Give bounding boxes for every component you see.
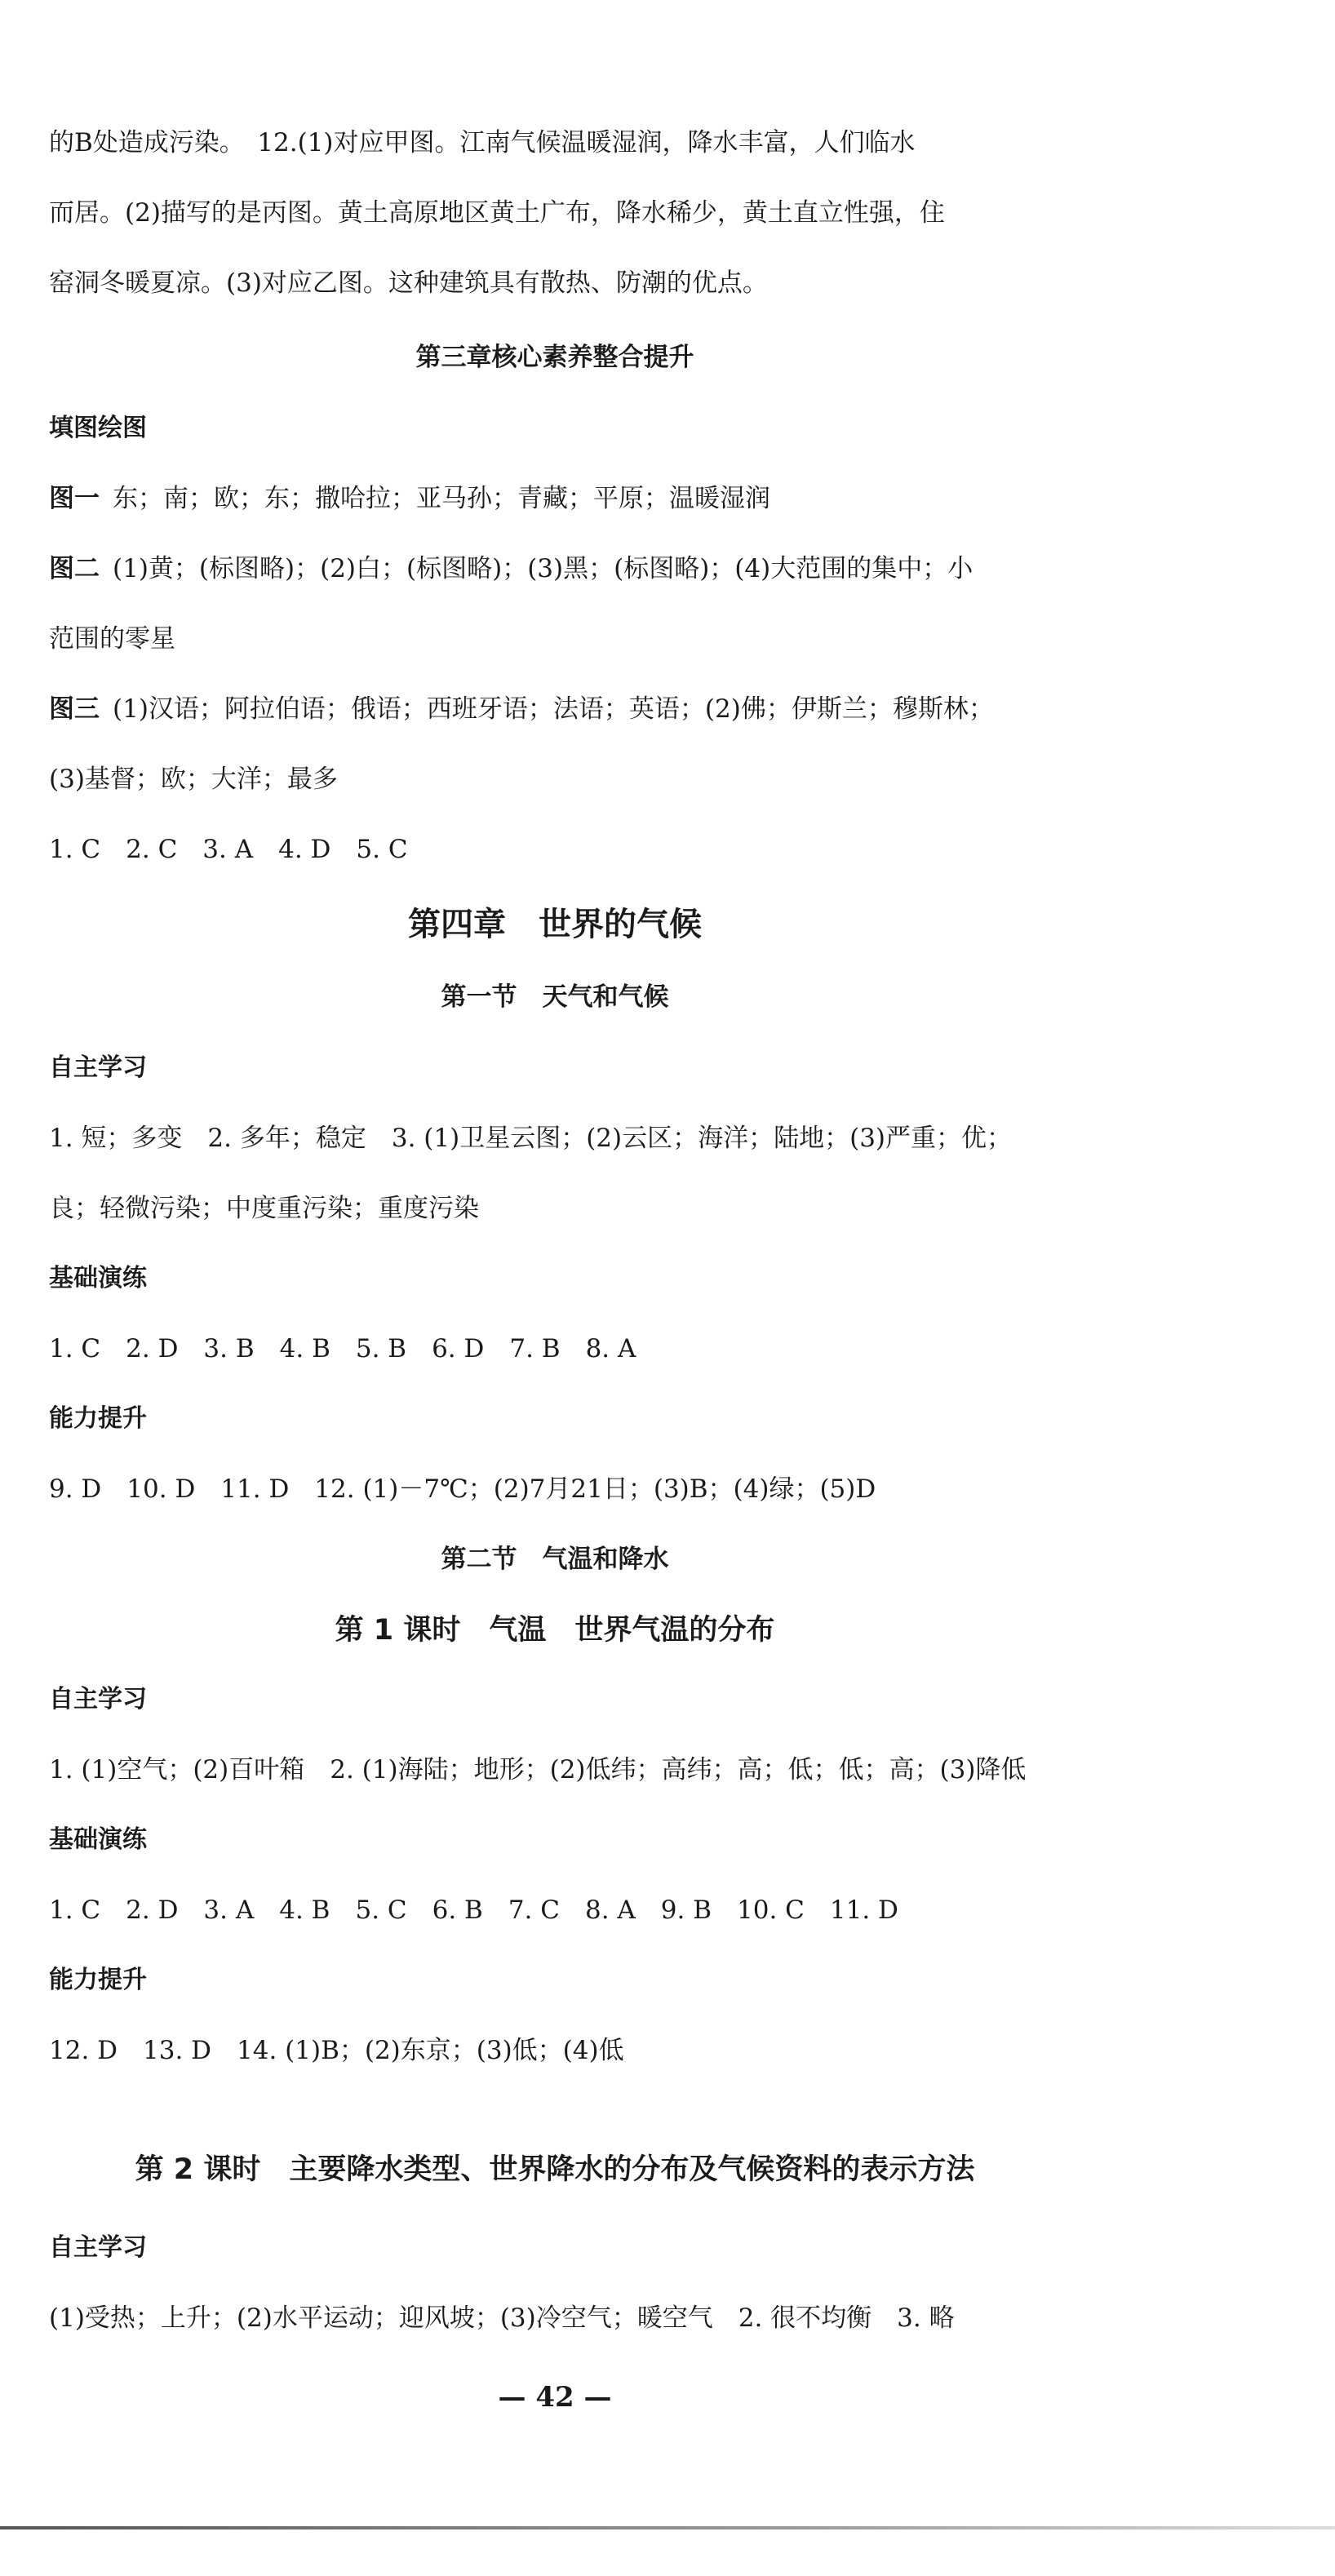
page-number: — 42 — [498,2381,612,2414]
figure-answer [49,693,994,725]
figure-answer-text: (1)黄；(标图略)；(2)白；(标图略)；(3)黑；(标图略)；(4)大范围的集中；小 [113,554,974,583]
answer-line: 1. 短；多变 2. 多年；稳定 3. (1)卫星云图；(2)云区；海洋；陆地；(3)严重；优； [49,1124,1013,1153]
figure-label: 图三 [49,694,100,724]
answer-line: 1. C 2. D 3. A 4. B 5. C 6. B 7. C 8. A 9. B 10. C 11. D [49,1895,898,1925]
subheading: 能力提升 [49,1404,147,1433]
answer-page [49,0,1061,2576]
subheading: 自主学习 [49,1685,147,1714]
lesson-title: 第 1 课时 气温 世界气温的分布 [335,1614,775,1647]
bottom-rule [0,2526,1335,2529]
subheading: 自主学习 [49,2233,147,2262]
figure-answer-text: (1)汉语；阿拉伯语；俄语；西班牙语；法语；英语；(2)佛；伊斯兰；穆斯林； [113,694,994,724]
section-title: 第三章核心素养整合提升 [415,343,694,372]
answer-line: 1. (1)空气；(2)百叶箱 2. (1)海陆；地形；(2)低纬；高纬；高；低；低；高；(3)降低 [49,1755,1027,1785]
text-line: 良；轻微污染；中度重污染；重度污染 [49,1194,479,1223]
chapter-title: 第四章 世界的气候 [408,906,702,943]
answer-line: 1. C 2. C 3. A 4. D 5. C [49,835,408,864]
answer-line: 1. C 2. D 3. B 4. B 5. B 6. D 7. B 8. A [49,1334,636,1363]
figure-label: 图一 [49,484,100,513]
lesson-title: 第 2 课时 主要降水类型、世界降水的分布及气候资料的表示方法 [135,2153,975,2186]
subheading: 自主学习 [49,1053,147,1082]
section-title: 第一节 天气和气候 [441,982,669,1012]
text-line: (3)基督；欧；大洋；最多 [49,765,338,794]
figure-answer-text: 东；南；欧；东；撒哈拉；亚马孙；青藏；平原；温暖湿润 [113,484,770,513]
text-line: 而居。(2)描写的是丙图。黄土高原地区黄土广布，降水稀少，黄土直立性强，住 [49,198,945,228]
text-line: 窑洞冬暖夏凉。(3)对应乙图。这种建筑具有散热、防潮的优点。 [49,268,768,298]
text-line: 的B处造成污染。 12.(1)对应甲图。江南气候温暖湿润，降水丰富，人们临水 [49,128,916,157]
subheading: 基础演练 [49,1264,147,1292]
section-title: 第二节 气温和降水 [441,1545,669,1574]
answer-line: 9. D 10. D 11. D 12. (1)－7℃；(2)7月21日；(3)B；(4)绿；(5)D [49,1474,876,1504]
answer-line: (1)受热；上升；(2)水平运动；迎风坡；(3)冷空气；暖空气 2. 很不均衡 3. 略 [49,2303,955,2333]
figure-label: 图二 [49,554,100,583]
subheading: 填图绘图 [49,414,147,442]
text-line: 范围的零星 [49,624,175,654]
figure-answer [49,482,770,515]
figure-answer [49,552,973,585]
answer-line: 12. D 13. D 14. (1)B；(2)东京；(3)低；(4)低 [49,2036,624,2065]
subheading: 基础演练 [49,1825,147,1854]
subheading: 能力提升 [49,1966,147,1994]
